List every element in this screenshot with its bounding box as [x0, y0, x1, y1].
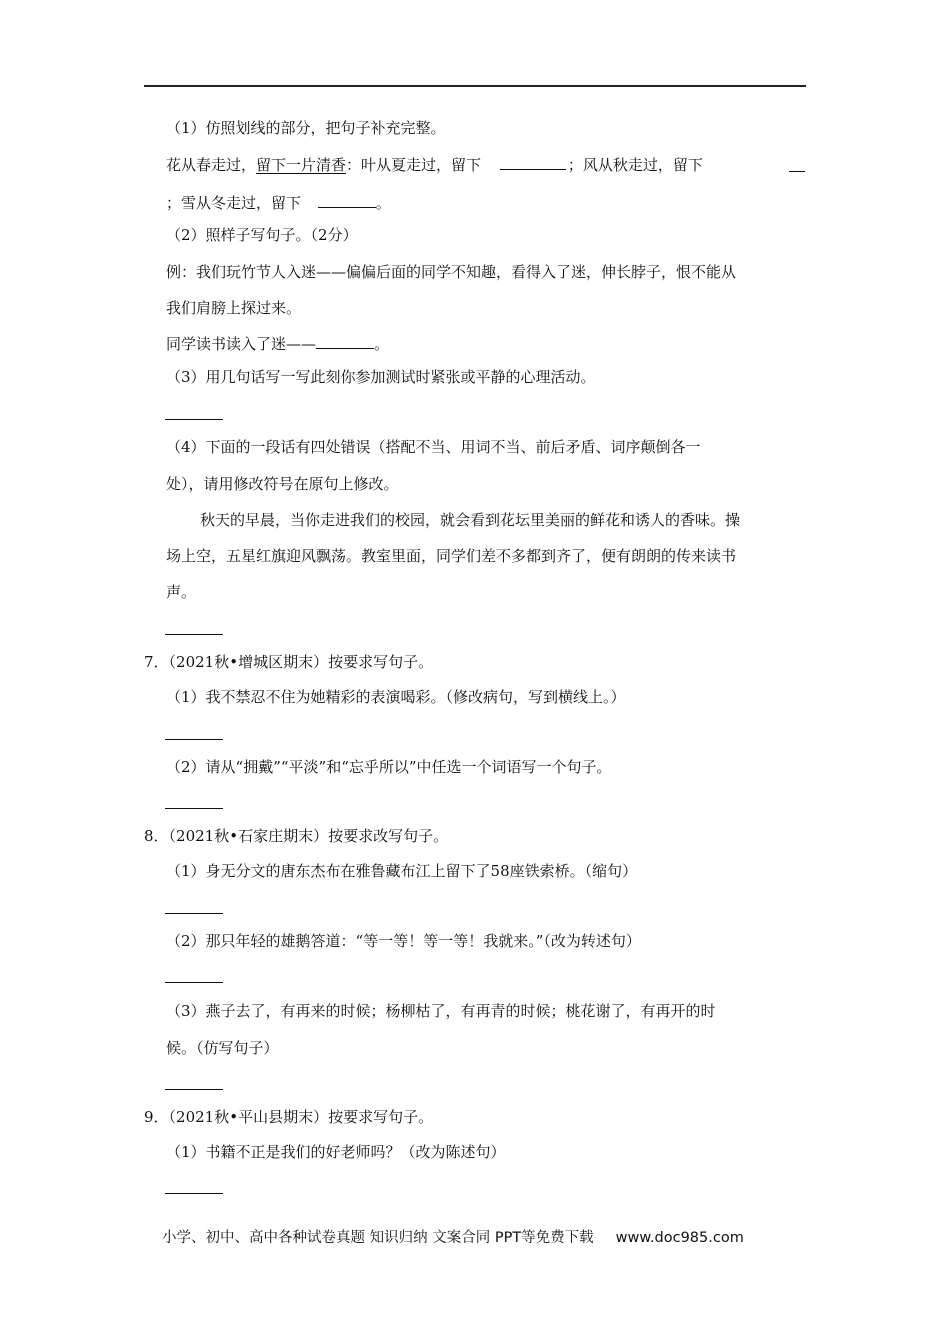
q6-part1-text-d: ；雪从冬走过，留下 [166, 194, 302, 212]
q6-blank-1[interactable] [500, 154, 566, 170]
q6-part2-instruction: （2）照样子写句子。（2分） [166, 226, 358, 244]
q6-part1-underlined: 留下一片清香 [256, 156, 347, 174]
q8-part2: （2）那只年轻的雄鹅答道：“等一等！等一等！我就来。”（改为转述句） [166, 932, 641, 950]
q6-blank-4[interactable] [316, 333, 374, 349]
q6-part1-sentence-line1 [166, 154, 703, 175]
q6-part4-paragraph-line3: 声。 [166, 583, 197, 601]
q6-part1-text-b: ：叶从夏走过，留下 [346, 156, 482, 174]
q6-part1-text-a: 花从春走过， [166, 156, 257, 174]
q8-part3-line1: （3）燕子去了，有再来的时候；杨柳枯了，有再青的时候；桃花谢了，有再开的时 [166, 1002, 716, 1020]
q6-part1-end: 。 [375, 194, 391, 212]
footer-text: 小学、初中、高中各种试卷真题 知识归纳 文案合同 PPT等免费下载 [162, 1230, 594, 1246]
q6-part2-example-line2: 我们肩膀上探过来。 [166, 299, 302, 317]
q8-part3-answer-line[interactable] [165, 1089, 223, 1090]
q7-heading: 7．（2021秋•增城区期末）按要求写句子。 [144, 653, 434, 671]
q6-part2-end: 。 [374, 335, 390, 353]
q8-heading: 8．（2021秋•石家庄期末）按要求改写句子。 [144, 827, 449, 845]
footer-url[interactable]: www.doc985.com [615, 1230, 744, 1246]
q6-part1-instruction: （1）仿照划线的部分，把句子补充完整。 [166, 119, 446, 137]
q7-part2: （2）请从“拥戴”“平淡”和“忘乎所以”中任选一个词语写一个句子。 [166, 758, 612, 776]
q8-part1-answer-line[interactable] [165, 913, 223, 914]
q6-part1-text-c: ；风从秋走过，留下 [567, 156, 703, 174]
q6-part2-example-line1: 例：我们玩竹节人入迷——偏偏后面的同学不知趣，看得入了迷，伸长脖子，恨不能从 [166, 263, 737, 281]
q8-part3-line2: 候。（仿写句子） [166, 1039, 279, 1057]
q6-part4-paragraph-line1: 秋天的早晨，当你走进我们的校园，就会看到花坛里美丽的鲜花和诱人的香味。操 [200, 511, 741, 529]
q9-heading: 9．（2021秋•平山县期末）按要求写句子。 [144, 1108, 434, 1126]
q6-part4-instruction-line1: （4）下面的一段话有四处错误（搭配不当、用词不当、前后矛盾、词序颠倒各一 [166, 438, 701, 456]
q6-part2-task [166, 333, 389, 354]
q8-part2-answer-line[interactable] [165, 982, 223, 983]
q6-part4-answer-line[interactable] [165, 634, 223, 635]
q6-blank-2[interactable] [789, 156, 805, 172]
header-rule [144, 85, 806, 87]
page-footer [162, 1226, 744, 1247]
q6-part4-instruction-line2: 处），请用修改符号在原句上修改。 [166, 475, 399, 493]
q7-part1-answer-line[interactable] [165, 739, 223, 740]
q6-part3-instruction: （3）用几句话写一写此刻你参加测试时紧张或平静的心理活动。 [166, 368, 596, 386]
q9-part1-answer-line[interactable] [165, 1193, 223, 1194]
q6-part4-paragraph-line2: 场上空，五星红旗迎风飘荡。教室里面，同学们差不多都到齐了，便有朗朗的传来读书 [166, 547, 737, 565]
q8-part1: （1）身无分文的唐东杰布在雅鲁藏布江上留下了58座铁索桥。（缩句） [166, 862, 638, 880]
q6-part3-answer-line[interactable] [165, 419, 223, 420]
q9-part1: （1）书籍不正是我们的好老师吗？（改为陈述句） [166, 1143, 506, 1161]
q6-part1-sentence-line2 [166, 192, 391, 213]
q7-part1: （1）我不禁忍不住为她精彩的表演喝彩。（修改病句，写到横线上。） [166, 688, 626, 706]
q6-blank-3[interactable] [318, 192, 376, 208]
q7-part2-answer-line[interactable] [165, 808, 223, 809]
q6-part2-task-text: 同学读书读入了迷—— [166, 335, 317, 353]
